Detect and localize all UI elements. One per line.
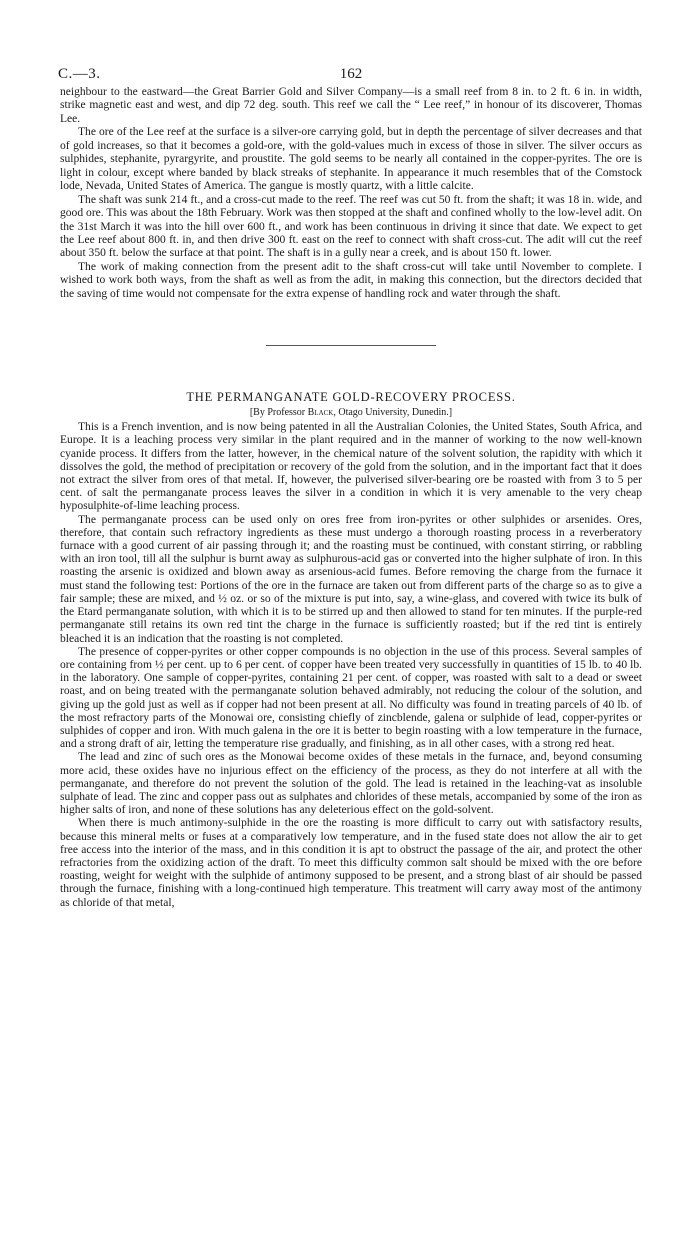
byline-author: Black	[307, 407, 334, 419]
paragraph: The presence of copper-pyrites or other copper compounds is no objection in the use of this process. Several samples of ore containing from ½ per cent. up to 6 per cent. of copper have been treated very successfully in quantities of 15 lb. to 40 lb. in the laboratory. One sample of copper-pyrites, containing 21 per cent. of copper, was roasted with salt to a dead or sweet roast, and on being treated with the permanganate solution behaved admirably, not reducing the colour of the solution, and giving up the gold just as well as if copper had not been present at all. No difficulty was found in treating parcels of 40 lb. of the most refractory parts of the Monowai ore, consisting chiefly of zincblende, galena or sulphide of lead, copper-pyrites or sulphides of copper and iron. With much galena in the ore it is better to begin roasting with a low temperature in the furnace, and a strong draft of air, letting the temperature rise gradually, and finishing, as in all other cases, with a strong red heat.	[60, 645, 642, 751]
paragraph: When there is much antimony-sulphide in the ore the roasting is more difficult to carry out with satisfactory results, because this mineral melts or fuses at a comparatively low temperature, and in the fused state does not allow the air to get free access into the interior of the mass, and in this condition it is apt to obstruct the passage of the air, and protect the other refractories from the oxidizing action of the draft. To meet this difficulty common salt should be mixed with the ore before roasting, weight for weight with the sulphide of antimony supposed to be present, and a strong blast of air should be passed through the furnace, finishing with a long-continued high temperature. This treatment will carry away most of the antimony as chloride of that metal,	[60, 817, 642, 909]
paragraph: neighbour to the eastward—the Great Barrier Gold and Silver Company—is a small reef from 8 in. to 2 ft. 6 in. in width, strike magnetic east and west, and dip 72 deg. south. This reef we call the “ Lee reef,” in honour of its discoverer, Thomas Lee.	[60, 86, 642, 125]
section-lee-reef	[60, 86, 642, 301]
section-title: THE PERMANGANATE GOLD-RECOVERY PROCESS.	[186, 390, 516, 405]
section-divider	[266, 345, 436, 346]
paragraph: The ore of the Lee reef at the surface is a silver-ore carrying gold, but in depth the percentage of silver decreases and that of gold increases, so that it becomes a gold-ore, with the gold-values much in excess of those in silver. The silver occurs as sulphides, stephanite, pyrargyrite, and proustite. The gold seems to be nearly all contained in the copper-pyrites. The ore is light in colour, except where banded by black streaks of stephanite. In appearance it much resembles that of the Comstock lode, Nevada, United States of America. The gangue is mostly quartz, with a little calcite.	[60, 126, 642, 193]
page-number: 162	[339, 66, 363, 82]
byline-suffix: , Otago University, Dunedin.]	[333, 407, 453, 419]
section-permanganate-process	[60, 390, 642, 910]
paragraph: The permanganate process can be used only on ores free from iron-pyrites or other sulphides or arsenides. Ores, therefore, that contain such refractory ingredients as these must undergo a thorough roasting process in a reverberatory furnace with a good current of air passing through it; and the roasting must be continued, with constant stirring, or rabbling with an iron tool, till all the sulphur is burnt away as sulphurous-acid gas or converted into the higher sulphate of iron. In this roasting the arsenic is oxidized and blown away as arsenious-acid fumes. Before removing the charge from the furnace it must stand the following test: Portions of the ore in the furnace are taken out from different parts of the charge so as to give a fair sample; these are mixed, and ½ oz. or so of the mixture is put into, say, a wine-glass, and covered with twice its bulk of the Etard permanganate solution, with which it is to be stirred up and then allowed to stand for ten minutes. If the purple-red permanganate still retains its own red tint the charge in the furnace is sufficiently roasted; but if the red tint is entirely bleached it is an indication that the roasting is not completed.	[60, 513, 642, 645]
paragraph: This is a French invention, and is now being patented in all the Australian Colonies, the United States, South Africa, and Europe. It is a leaching process very similar in the plant required and in the manner of working to the now well-known cyanide process. It differs from the latter, however, in the chemical nature of the solvent solution, the rapidity with which it dissolves the gold, the method of precipitation or recovery of the gold from the solution, and in the important fact that it does not extract the silver from ores of that metal. If, however, the pulverised silver-bearing ore be roasted with from 3 to 5 per cent. of salt the permanganate process leaves the silver in a condition in which it is very amenable to the very cheap hyposulphite-of-lime leaching process.	[60, 421, 642, 513]
paragraph: The shaft was sunk 214 ft., and a cross-cut made to the reef. The reef was cut 50 ft. from the shaft; it was 18 in. wide, and good ore. This was about the 18th February. Work was then stopped at the shaft and confined wholly to the low-level adit. On the 31st March it was into the hill over 600 ft., and work has been continuous in driving it since that date. We expect to get the Lee reef about 800 ft. in, and then drive 300 ft. east on the reef to connect with shaft cross-cut. The adit will cut the reef about 350 ft. below the surface at that point. The shaft is in a gully near a creek, and is about 150 ft. lower.	[60, 193, 642, 260]
paragraph: The lead and zinc of such ores as the Monowai become oxides of these metals in the furnace, and, beyond consuming more acid, these oxides have no injurious effect on the efficiency of the process, as they do not interfere at all with the permanganate, and therefore do not prevent the solution of the gold. The lead is retained in the leaching-vat as insoluble sulphate of lead. The zinc and copper pass out as sulphates and chlorides of these metals, accompanied by some of the iron as higher salts of iron, and none of these solutions has any deleterious effect on the gold-solvent.	[60, 751, 642, 817]
page-header	[60, 60, 642, 86]
report-reference: C.—3.	[58, 66, 101, 82]
byline-prefix: [By Professor	[249, 407, 308, 419]
paragraph: The work of making connection from the present adit to the shaft cross-cut will take until November to complete. I wished to work both ways, from the shaft as well as from the adit, in making this connection, but the directors decided that the saving of time would not compensate for the extra expense of handling rock and water through the shaft.	[60, 260, 642, 300]
byline	[60, 407, 642, 418]
